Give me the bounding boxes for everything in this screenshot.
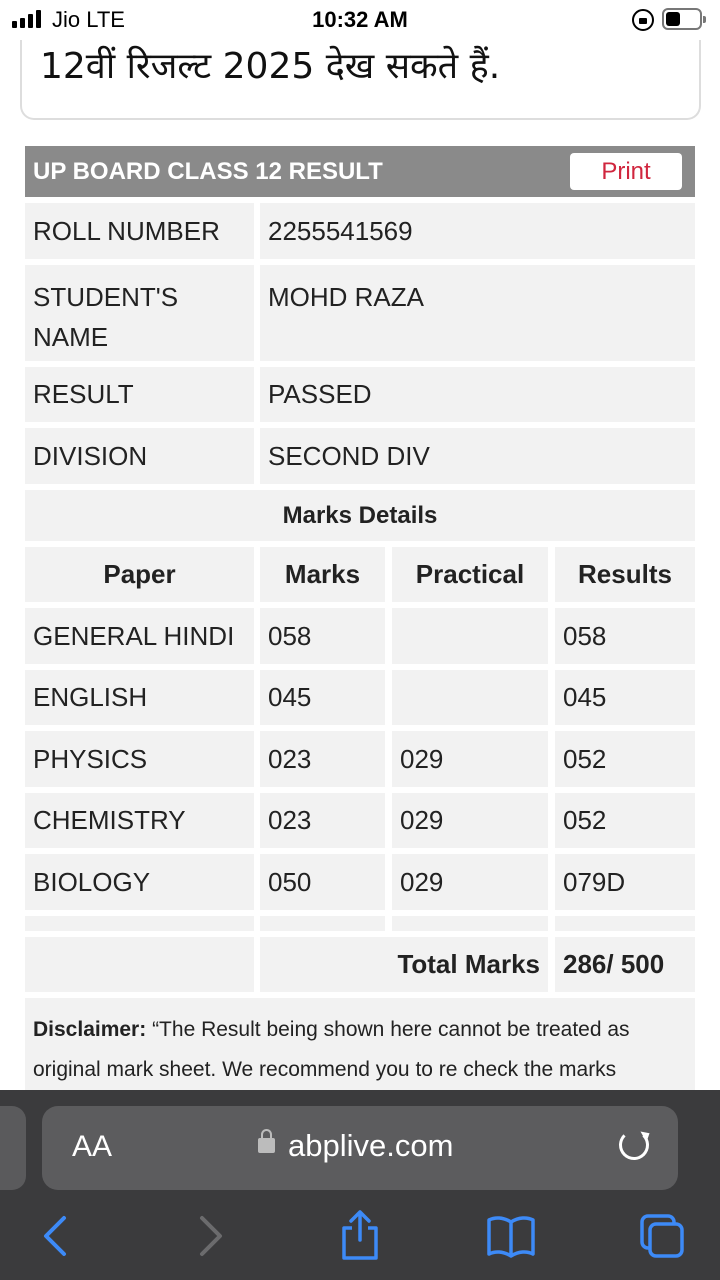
table-cell-practical [392,608,548,664]
info-label-division: DIVISION [25,428,254,484]
info-value-name: MOHD RAZA [260,265,695,361]
table-cell-paper: PHYSICS [25,731,254,787]
total-marks-value: 286/ 500 [555,937,695,992]
table-cell-empty [392,916,548,931]
back-arrow-icon[interactable] [26,1204,86,1264]
disclaimer-text: “The Result being shown here cannot be treated as original mark sheet. We recommend you to re check the marks [33,1018,630,1081]
info-label-name: STUDENT'S NAME [25,265,254,361]
bookmarks-icon[interactable] [481,1204,541,1264]
print-button[interactable]: Print [570,153,682,190]
clock: 10:32 AM [312,7,408,32]
table-cell-marks: 023 [260,731,385,787]
orientation-lock-icon [632,9,654,31]
result-title: UP BOARD CLASS 12 RESULT [33,158,383,185]
address-bar[interactable] [42,1106,678,1190]
table-cell-marks: 045 [260,670,385,725]
table-cell-paper: ENGLISH [25,670,254,725]
table-cell-practical: 029 [392,854,548,910]
battery-icon [662,8,702,30]
table-cell-paper: GENERAL HINDI [25,608,254,664]
table-cell-result: 045 [555,670,695,725]
table-cell-empty [555,916,695,931]
article-text: 12वीं रिजल्ट 2025 देख सकते हैं. [40,46,501,87]
url-domain[interactable]: abplive.com [288,1128,454,1163]
previous-tab-preview[interactable] [0,1106,26,1190]
share-icon[interactable] [330,1204,390,1264]
table-cell-result: 052 [555,793,695,848]
column-header-marks: Marks [260,547,385,602]
table-cell-empty [260,916,385,931]
table-cell-marks: 058 [260,608,385,664]
total-marks-label: Total Marks [260,937,548,992]
column-header-results: Results [555,547,695,602]
table-cell-result: 052 [555,731,695,787]
table-cell-empty [25,937,254,992]
disclaimer [25,998,695,1098]
info-value-division: SECOND DIV [260,428,695,484]
table-cell-paper: BIOLOGY [25,854,254,910]
info-label-result: RESULT [25,367,254,422]
result-header [25,146,695,197]
tabs-icon[interactable] [632,1204,692,1264]
reload-icon[interactable] [619,1130,649,1160]
table-cell-result: 058 [555,608,695,664]
table-cell-practical: 029 [392,731,548,787]
table-cell-marks: 050 [260,854,385,910]
info-value-roll: 2255541569 [260,203,695,259]
table-cell-empty [25,916,254,931]
table-cell-practical [392,670,548,725]
forward-arrow-icon[interactable] [180,1204,240,1264]
carrier-label: Jio LTE [52,7,125,32]
info-label-roll: ROLL NUMBER [25,203,254,259]
table-cell-result: 079D [555,854,695,910]
disclaimer-label: Disclaimer: [33,1018,147,1041]
column-header-practical: Practical [392,547,548,602]
text-size-button[interactable]: AA [72,1130,113,1163]
table-cell-paper: CHEMISTRY [25,793,254,848]
table-cell-practical: 029 [392,793,548,848]
column-header-paper: Paper [25,547,254,602]
marks-details-heading: Marks Details [25,490,695,541]
lock-icon [258,1138,275,1153]
info-value-result: PASSED [260,367,695,422]
status-bar [0,0,720,40]
table-cell-marks: 023 [260,793,385,848]
